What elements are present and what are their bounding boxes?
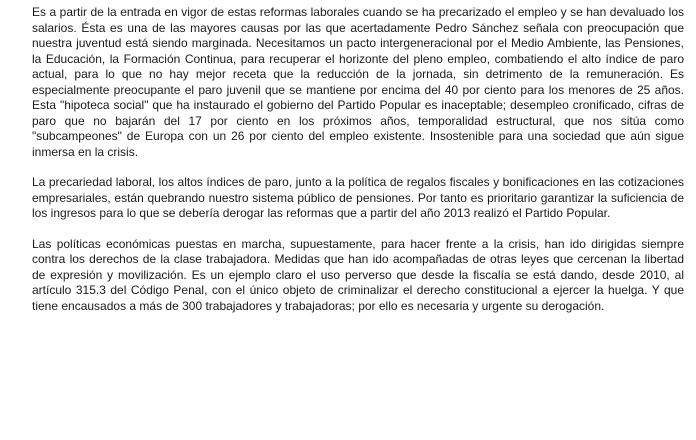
paragraph-rights: Las políticas económicas puestas en marcha, supuestamente, para hacer frente a la crisis, han ido dirigidas siempre contra los derechos de la clase trabajadora. Medidas que han ido acompañadas de otras leyes que cercenan la libertad de expresión y movilización. Es un ejemplo claro el uso perverso que desde la fiscalía se está dando, desde 2010, al artículo 315.3 del Código Penal, con el único objeto de criminalizar el derecho constitucional a ejercer la huelga. Y que tiene encausados a más de 300 trabajadores y trabajadoras; por ello es necesaria y urgente su derogación.	[32, 236, 684, 313]
paragraph-labor-reforms: Es a partir de la entrada en vigor de estas reformas laborales cuando se ha precarizado el empleo y se han devaluado los salarios. Ésta es una de las mayores causas por las que acertadamente Pedro Sánchez señala con preocupación que nuestra juventud está siendo marginada. Necesitamos un pacto intergeneracional por el Medio Ambiente, las Pensiones, la Educación, la Formación Continua, para recuperar el horizonte del pleno empleo, combatiendo el alto índice de paro actual, para lo que no hay mejor receta que la reducción de la jornada, sin detrimento de la remuneración. Es especialmente preocupante el paro juvenil que se mantiene por encima del 40 por ciento para los menores de 25 años. Esta "hipoteca social" que ha instaurado el gobierno del Partido Popular es inaceptable; desempleo cronificado, cifras de paro que no bajarán del 17 por ciento en los próximos años, temporalidad estructural, que nos sitúa como "subcampeones" de Europa con un 26 por ciento del empleo existente. Insostenible para una sociedad que aún sigue inmersa en la crisis.	[32, 5, 684, 159]
paragraph-pensions: La precariedad laboral, los altos índices de paro, junto a la política de regalos fiscales y bonificaciones en las cotizaciones empresariales, están quebrando nuestro sistema público de pensiones. Por tanto es prioritario garantizar la suficiencia de los ingresos para lo que se debería derogar las reformas que a partir del año 2013 realizó el Partido Popular.	[32, 175, 684, 220]
